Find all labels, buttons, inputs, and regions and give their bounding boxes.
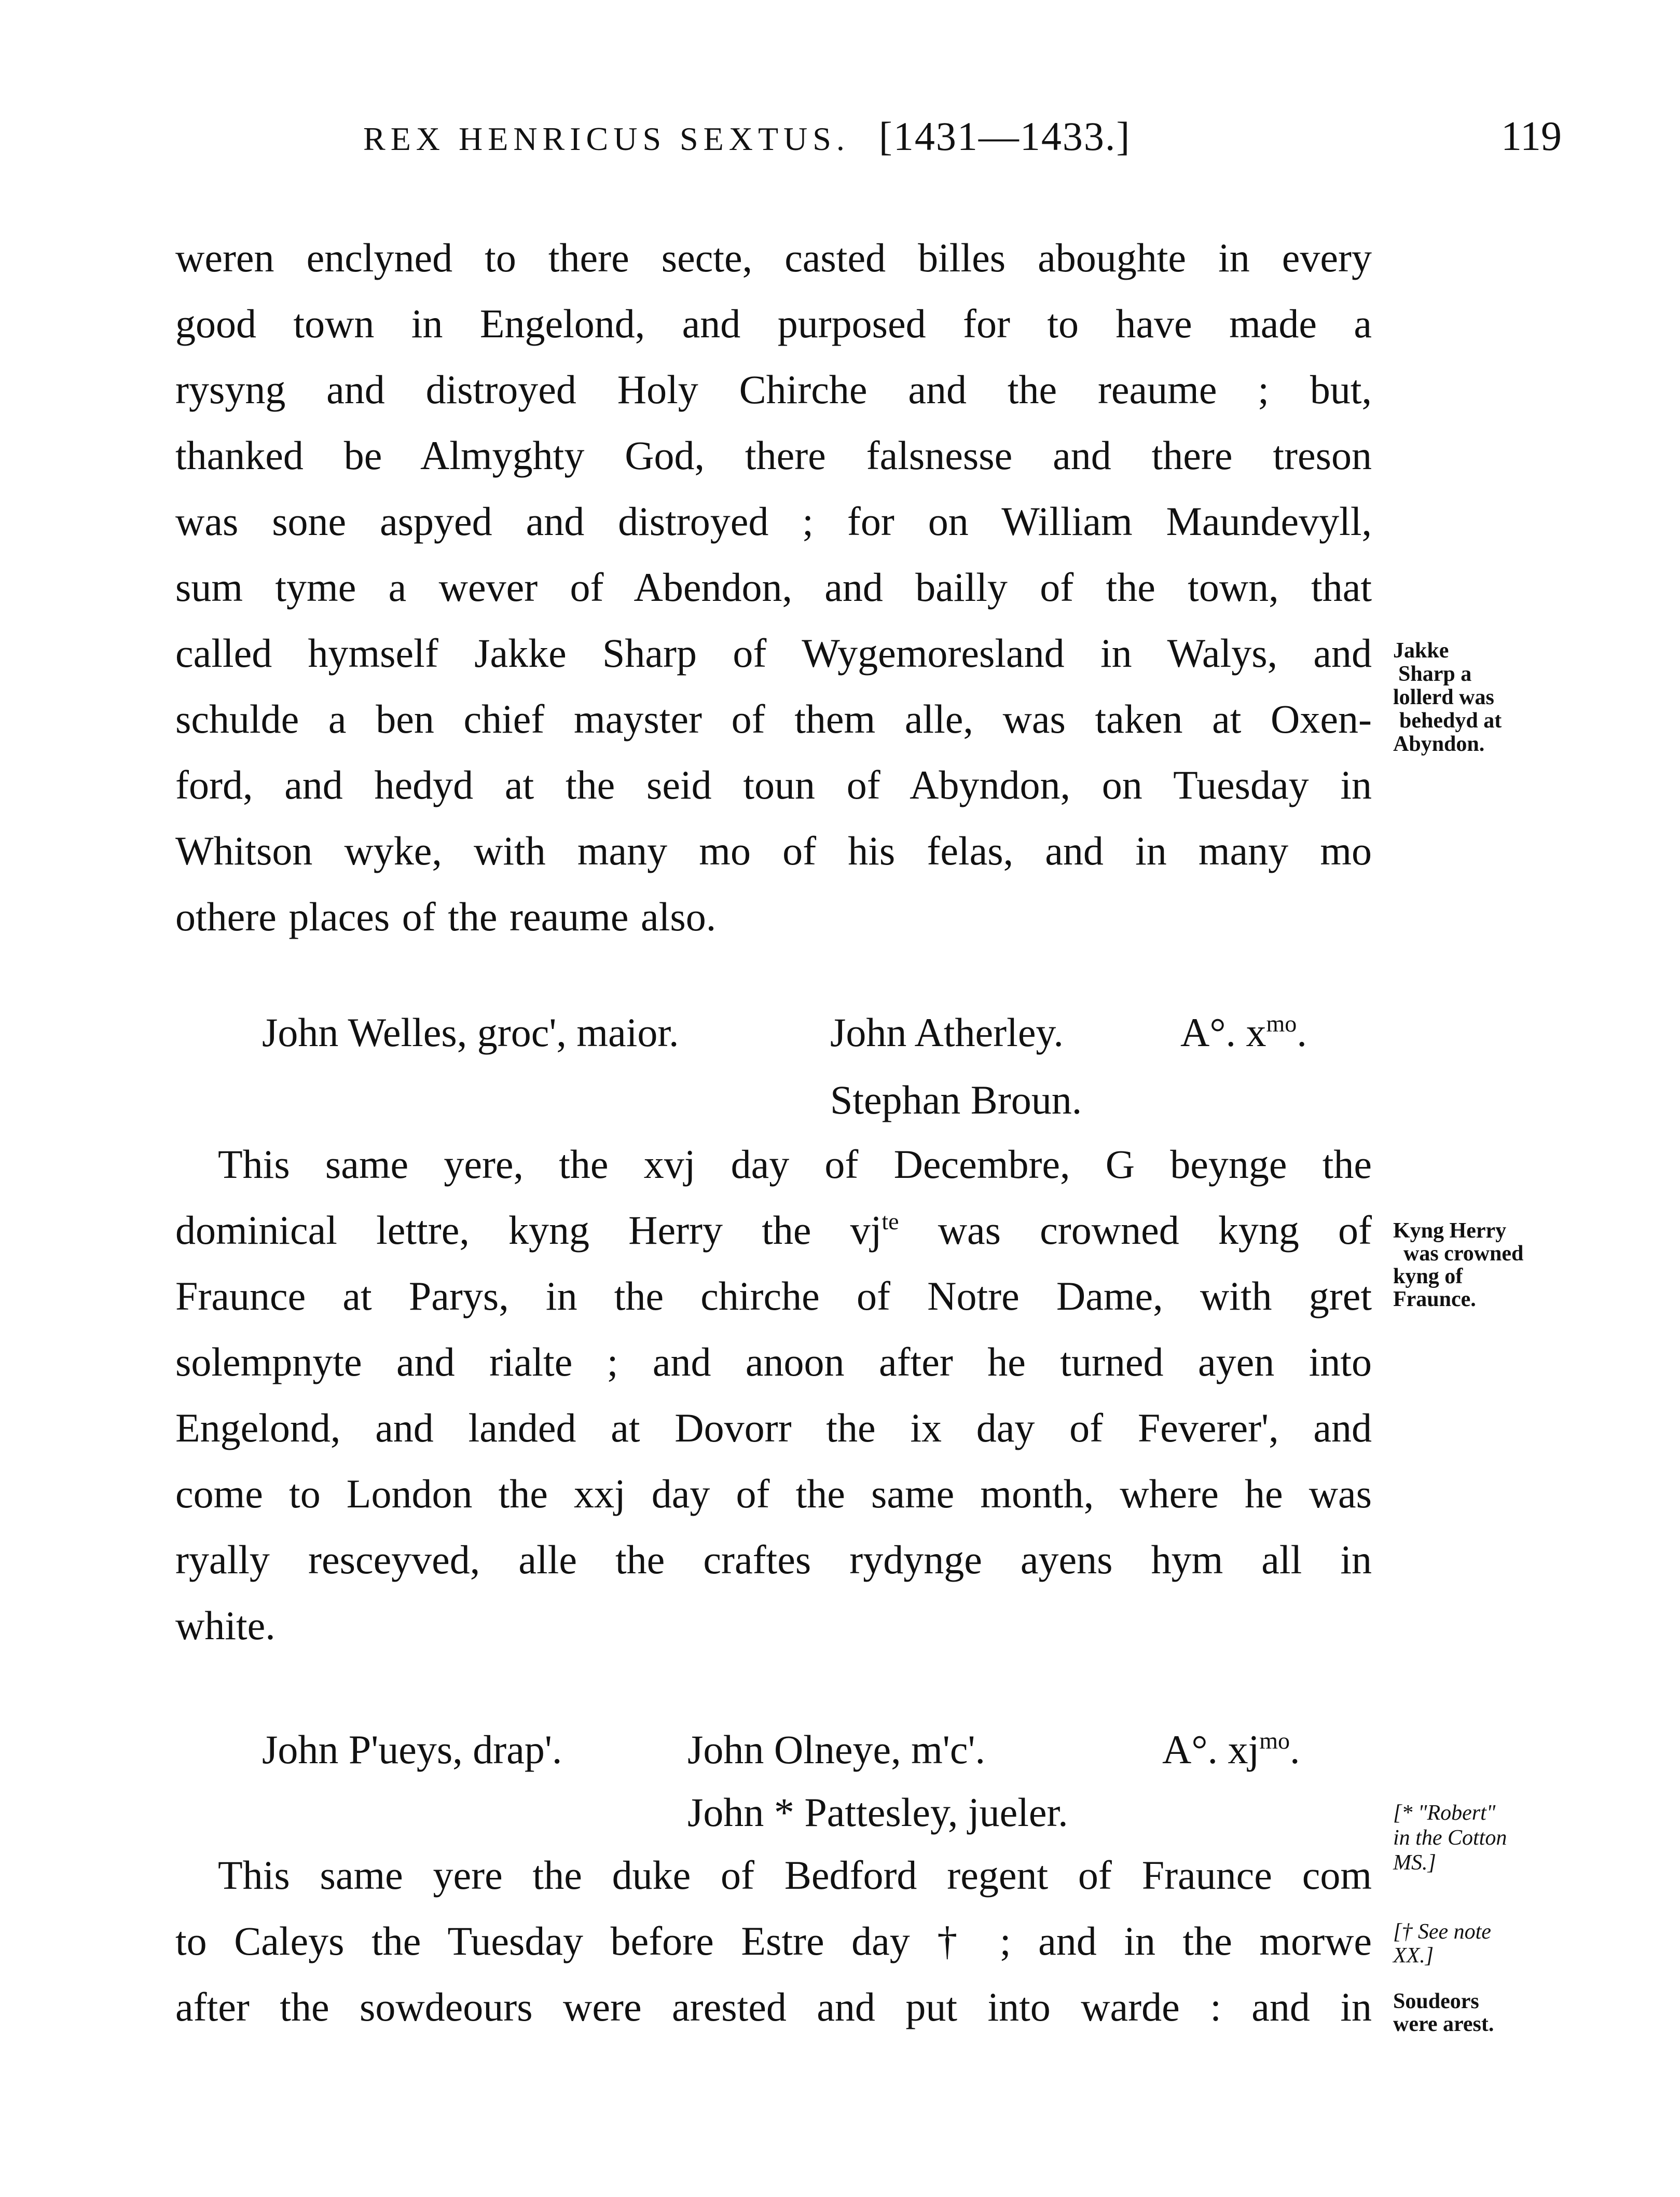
sidenote-kyng-herry xyxy=(1393,1219,1564,1311)
sidenote-line: was crowned xyxy=(1403,1242,1524,1266)
sidenote-line: Soudeors xyxy=(1393,1989,1479,2013)
text-segment: dominical lettre, kyng Herry the vj xyxy=(175,1207,882,1253)
sidenote-see-note xyxy=(1393,1920,1564,1968)
sidenote-line: Jakke xyxy=(1393,639,1449,663)
sidenote-line: were arest. xyxy=(1393,2012,1494,2036)
regnal-year-text: A°. x xyxy=(1180,1010,1266,1055)
sidenote-line: XX.] xyxy=(1393,1944,1434,1968)
sidenote-line: kyng of xyxy=(1393,1265,1463,1288)
text-line: solempnyte and rialte ; and anoon after he turned ayen into xyxy=(175,1339,1372,1384)
sidenote-soudeors xyxy=(1393,1990,1564,2036)
text-line: was sone aspyed and distroyed ; for on William Maundevyll, xyxy=(175,499,1372,544)
text-line: thanked be Almyghty God, there falsnesse and there treson xyxy=(175,433,1372,478)
mayor-name: John P'ueys, drap'. xyxy=(262,1727,562,1772)
sidenote-line: Fraunce. xyxy=(1393,1287,1476,1311)
sidenote-line: [* "Robert" xyxy=(1393,1801,1496,1825)
running-head xyxy=(363,113,1131,160)
page-number: 119 xyxy=(1500,114,1562,159)
text-line: rysyng and distroyed Holy Chirche and the reaume ; but, xyxy=(175,367,1372,412)
sheriff-name: John * Pattesley, jueler. xyxy=(687,1790,1068,1835)
sidenote-robert xyxy=(1393,1801,1564,1875)
sidenote-line: behedyd at xyxy=(1399,709,1502,733)
sheriff-name: John Atherley. xyxy=(830,1010,1064,1055)
regnal-year xyxy=(1162,1726,1300,1773)
sidenote-line: lollerd was xyxy=(1393,685,1494,709)
regnal-year-superscript: mo xyxy=(1266,1010,1297,1037)
paragraph-2 xyxy=(175,1131,1372,1658)
text-line: othere places of the reaume also. xyxy=(175,894,717,939)
text-line: schulde a ben chief mayster of them alle, was taken at Oxen- xyxy=(175,696,1372,742)
text-line: come to London the xxj day of the same month, where he was xyxy=(175,1471,1372,1516)
regnal-year-period: . xyxy=(1297,1010,1307,1055)
regnal-year-period: . xyxy=(1289,1727,1300,1772)
text-line: after the sowdeours were arested and put into warde : and in xyxy=(175,1984,1372,2029)
sidenote-line: [† See note xyxy=(1393,1920,1491,1944)
running-head-title: REX HENRICUS SEXTUS. xyxy=(363,120,850,157)
sheriff-name: John Olneye, m'c'. xyxy=(687,1727,985,1772)
regnal-year xyxy=(1180,1009,1307,1056)
text-line: This same yere, the xvj day of Decembre, G beynge the xyxy=(218,1142,1372,1187)
mayor-name: John Welles, groc', maior. xyxy=(262,1010,679,1055)
text-line: ford, and hedyd at the seid toun of Abyndon, on Tuesday in xyxy=(175,762,1372,807)
text-line: sum tyme a wever of Abendon, and bailly of the town, that xyxy=(175,565,1372,610)
text-line: Engelond, and landed at Dovorr the ix day of Feverer', and xyxy=(175,1405,1372,1450)
paragraph-1 xyxy=(175,225,1372,950)
sidenote-jakke-sharp xyxy=(1393,639,1564,756)
text-line: to Caleys the Tuesday before Estre day † ; and in the morwe xyxy=(175,1918,1372,1963)
regnal-year-text: A°. xj xyxy=(1162,1727,1260,1772)
sidenote-line: Sharp a xyxy=(1398,662,1472,686)
text-line: ryally resceyved, alle the craftes rydynge ayens hym all in xyxy=(175,1537,1372,1582)
text-line: good town in Engelond, and purposed for to have made a xyxy=(175,301,1372,346)
sidenote-line: in the Cotton xyxy=(1393,1826,1507,1850)
text-line: Whitson wyke, with many mo of his felas, and in many mo xyxy=(175,828,1372,873)
sidenote-line: Abyndon. xyxy=(1393,732,1485,756)
text-segment: was crowned kyng of xyxy=(899,1207,1372,1253)
text-line: weren enclyned to there secte, casted billes aboughte in every xyxy=(175,235,1372,280)
sidenote-line: Kyng Herry xyxy=(1393,1219,1507,1243)
text-line: This same yere the duke of Bedford regent of Fraunce com xyxy=(218,1852,1372,1898)
text-line xyxy=(175,1197,1372,1263)
sidenote-line: MS.] xyxy=(1393,1851,1436,1875)
text-line: called hymself Jakke Sharp of Wygemoresland in Walys, and xyxy=(175,630,1372,676)
text-line: Fraunce at Parys, in the chirche of Notre Dame, with gret xyxy=(175,1273,1372,1319)
paragraph-3 xyxy=(175,1842,1372,2040)
text-line: white. xyxy=(175,1603,276,1648)
regnal-year-superscript: mo xyxy=(1259,1727,1290,1754)
running-head-years: [1431—1433.] xyxy=(878,114,1131,159)
sheriff-name: Stephan Broun. xyxy=(830,1077,1082,1122)
superscript: te xyxy=(882,1208,899,1234)
